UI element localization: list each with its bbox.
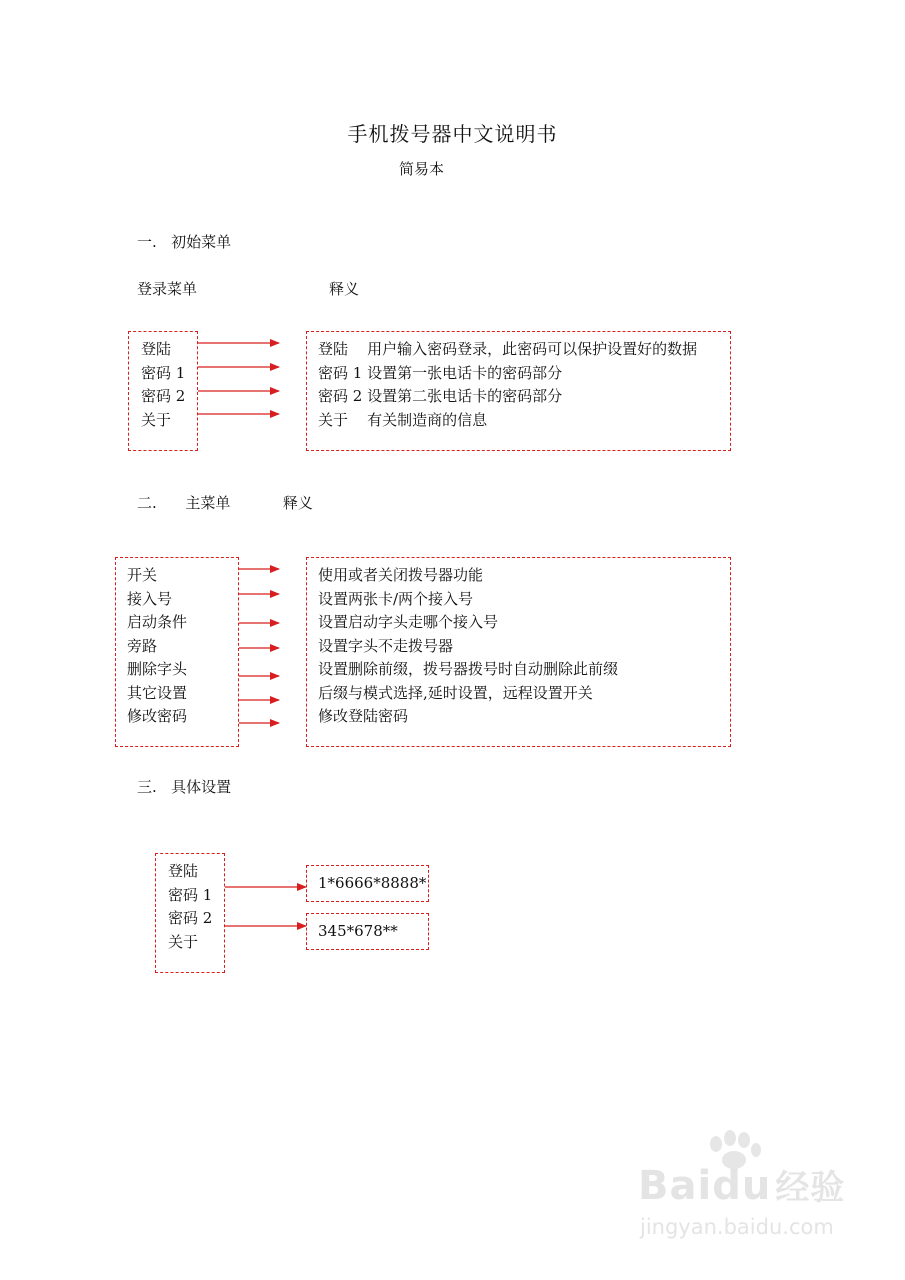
list-item: 密码 2 设置第二张电话卡的密码部分 [318,387,563,405]
section1-col-meaning: 释义 [329,280,360,298]
list-item: 设置两张卡/两个接入号 [318,589,474,608]
section3-menu-list [168,860,212,954]
section3-value1: 1*6666*8888* [318,874,427,892]
list-item: 关于 有关制造商的信息 [318,410,488,429]
list-item: 密码 2 [141,387,186,405]
list-item: 其它设置 [127,683,188,702]
list-item: 密码 1 [168,885,213,904]
list-item: 登陆 [141,340,172,358]
list-item: 设置删除前缀，拨号器拨号时自动删除此前缀 [318,660,619,678]
watermark-brand-a: Bai [638,1163,713,1209]
list-item: 使用或者关闭拨号器功能 [318,566,484,584]
section2-heading: 二. 主菜单 释义 [137,494,313,512]
list-item: 启动条件 [127,613,188,631]
document-subtitle: 简易本 [399,160,445,178]
list-item: 登陆 [168,862,199,880]
watermark-brand-b: du [712,1163,772,1209]
list-item: 删除字头 [127,660,188,678]
section3-heading: 三. 具体设置 [137,778,232,796]
list-item: 密码 1 设置第一张电话卡的密码部分 [318,363,563,382]
section1-col-menu: 登录菜单 [137,280,198,298]
section1-menu-list [141,338,185,432]
list-item: 密码 1 [141,363,186,382]
list-item: 开关 [127,566,158,584]
list-item: 接入号 [127,589,173,608]
watermark-url: jingyan.baidu.com [640,1215,834,1239]
list-item: 关于 [141,410,172,429]
list-item: 修改密码 [127,707,188,725]
list-item: 设置字头不走拨号器 [318,636,454,655]
section1-heading: 一. 初始菜单 [137,233,232,251]
list-item: 旁路 [127,636,158,655]
section2-meaning-list [318,564,618,729]
document-title: 手机拨号器中文说明书 [347,122,558,146]
list-item: 登陆 用户输入密码登录，此密码可以保护设置好的数据 [318,340,698,358]
list-item: 后缀与模式选择,延时设置，远程设置开关 [318,683,593,702]
list-item: 密码 2 [168,909,213,927]
section2-menu-list [127,564,187,729]
watermark-logo [638,1160,845,1209]
section1-meaning-list [318,338,697,432]
section3-value2: 345*678** [318,922,398,940]
list-item: 设置启动字头走哪个接入号 [318,613,499,631]
watermark-brand-c: 经验 [775,1168,846,1208]
list-item: 关于 [168,932,199,951]
list-item: 修改登陆密码 [318,707,409,725]
